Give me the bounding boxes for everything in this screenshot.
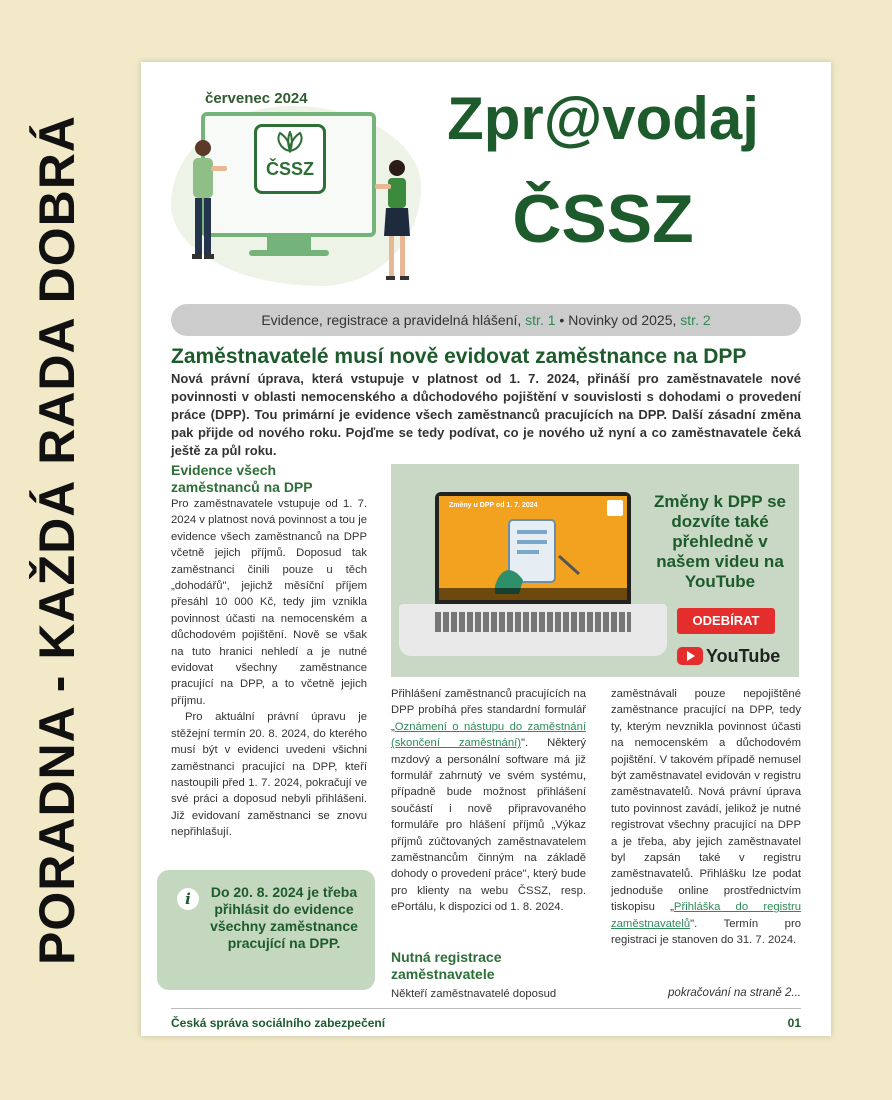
tip-box (157, 870, 375, 990)
paragraph: Pro zaměstnavatele vstupuje od 1. 7. 2024 v platnost nová povinnost a tou je evidence všech zaměstnanců na DPP včetně jejich příjmů. Doposud tak zaměstnanci činili pouze u těch „dohodářů", jejichž měsíční příjem přesáhl 10 000 Kč, tedy jim vznikla povinnost účasti na nemocenském a důchodovém pojištění. Nově se však na tuto hranici nehledí a je nutné evidovat všechny zaměstnance pracující na DPP, a to včetně jejich příjmu. (171, 498, 367, 707)
monitor-stand (267, 237, 311, 251)
newsletter-page (141, 62, 831, 1036)
toc-page: str. 1 (525, 312, 556, 328)
section-heading: Nutná registrace zaměstnavatele (391, 949, 502, 982)
paragraph-text: ". Některý mzdový a personální software má již formulář zahrnutý ve svém systému, případně bude možnost přihlášení součástí i nově připravovaného formuláře pro hlášení příjmů „Výkaz příjmů zúčtovaných zaměstnavatelem zaměstnancům činným na základě dohody o provedení práce", který bude pro klienty na webu ČSSZ, resp. ePortálu, k dispozici od 1. 8. 2024. (391, 737, 586, 914)
masthead-title: Zpr@vodaj (447, 85, 759, 152)
page-number: 01 (787, 1016, 801, 1030)
tip-text: Do 20. 8. 2024 je třeba přihlásit do evidence všechny zaměstnance pracující na DPP. (210, 884, 358, 951)
laptop-keyboard (399, 604, 667, 656)
paragraph-text: ". Termín pro registraci je stanoven do 31. 7. 2024. (611, 917, 801, 947)
toc-item: Evidence, registrace a pravidelná hlášení, (261, 312, 522, 328)
video-promo[interactable] (391, 464, 799, 677)
masthead (403, 82, 803, 256)
video-title: Změny u DPP od 1. 7. 2024 (449, 502, 538, 509)
person-illustration (183, 138, 229, 262)
issue-month: červenec 2024 (205, 90, 308, 107)
form-link[interactable]: Přihláška do registru zaměstnavatelů (611, 901, 801, 930)
continued-note: pokračování na straně 2... (668, 987, 801, 999)
video-thumbnail[interactable] (439, 496, 627, 600)
masthead-subtitle: ČSSZ (512, 181, 694, 257)
leaf-icon (257, 131, 323, 159)
subscribe-button[interactable]: ODEBÍRAT (677, 608, 775, 634)
paragraph (391, 686, 586, 916)
youtube-wordmark: YouTube (706, 646, 781, 666)
article-column-2 (391, 686, 586, 916)
paragraph (611, 686, 801, 949)
cssz-logo (254, 124, 326, 194)
article-column-1 (171, 462, 367, 841)
table-of-contents (171, 304, 801, 336)
toc-item: Novinky od 2025, (568, 312, 677, 328)
footer-divider (171, 1008, 801, 1009)
article-headline: Zaměstnavatelé musí nově evidovat zaměstnance na DPP (171, 345, 747, 368)
footer-organization: Česká správa sociálního zabezpečení (171, 1016, 386, 1030)
toc-separator: • (559, 312, 565, 328)
paragraph: Někteří zaměstnavatelé doposud (391, 988, 557, 1000)
laptop-illustration (435, 492, 631, 604)
logo-text: ČSSZ (265, 159, 314, 179)
toc-page: str. 2 (680, 312, 711, 328)
paragraph-text: Přihlášení zaměstnanců pracujících na DPP probíhá přes standardní formulář „ (391, 688, 586, 733)
youtube-logo[interactable] (677, 644, 780, 668)
video-promo-text: Změny k DPP se dozvíte také přehledně v našem videu na YouTube (654, 492, 786, 591)
info-icon: i (177, 888, 199, 910)
side-label: PORADNA - KAŽDÁ RADA DOBRÁ (29, 114, 85, 966)
paragraph: Pro aktuální právní úpravu je stěžejní termín 20. 8. 2024, do kterého musí být v evidenci uvedeni všichni zaměstnanci pracující na DPP, kteří nastoupili před 1. 7. 2024, pokračují ve své práci a doposud nebyli přihlášeni. Již evidovaní zaměstnanci se znovu nepřihlašují. (171, 711, 367, 839)
article-column-3 (611, 686, 801, 949)
keyboard (435, 612, 631, 632)
monitor-base (249, 250, 329, 256)
section-heading: Evidence všech zaměstnanců na DPP (171, 462, 313, 495)
paragraph-text: zaměstnávali pouze nepojištěné zaměstnance pracující na DPP, tedy ty, kterým nevznikla povinnost účasti na nemocenském a důchodovém pojištění. V takovém případě nemusel být zaměstnavatel evidován v registru zaměstnavatelů. Nová právní úprava tuto povinnost zavádí, jelikož je nutné registrovat všechny pracující na DPP a je třeba, aby jejich zaměstnavatel byl zapsán také v registru zaměstnavatelů. Přihlášku lze podat jednoduše online prostřednictvím tiskopisu „ (611, 688, 801, 914)
tablet-hand-icon (439, 496, 627, 600)
article-lead: Nová právní úprava, která vstupuje v platnost od 1. 7. 2024, přináší pro zaměstnavatele nové povinnosti v oblasti nemocenského a důchodového pojištění v souvislosti s dohodami o provedení práce (DPP). Tou primární je evidence všech zaměstnanců pracujících na DPP. Další zásadní změna pak přijde od nového roku. Pojďme se tedy podívat, co je nového už nyní a co zaměstnavatele čeká ještě za půl roku. (171, 371, 801, 458)
youtube-play-icon (677, 647, 703, 665)
form-link[interactable]: Oznámení o nástupu do zaměstnání (skončení zaměstnání) (391, 720, 586, 750)
